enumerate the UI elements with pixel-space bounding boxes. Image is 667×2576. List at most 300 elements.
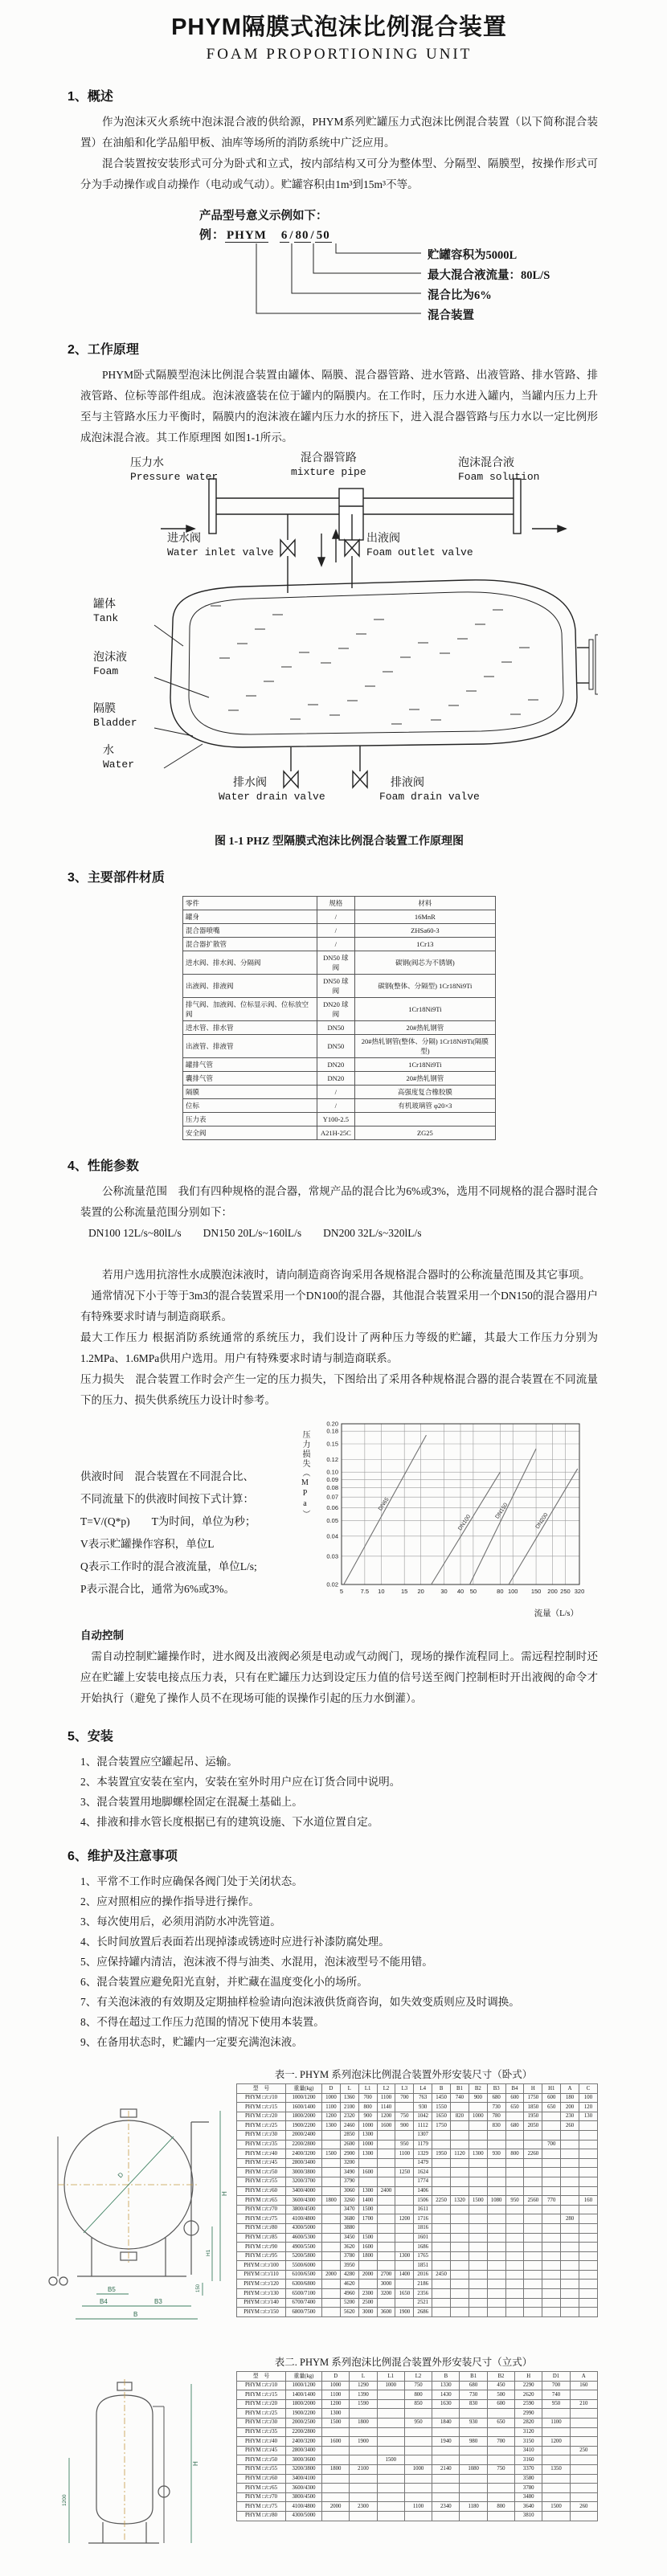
table-cell	[451, 2103, 469, 2112]
table-cell	[579, 2289, 598, 2299]
dim-label-H: H	[221, 2191, 228, 2196]
table-header-cell: D1	[542, 2372, 570, 2382]
list-item: V表示贮罐操作容积，单位L	[80, 1538, 215, 1550]
table-cell: 3600/4300	[286, 2484, 322, 2493]
table-cell: 2900	[340, 2149, 358, 2159]
table-row	[237, 2103, 598, 2112]
table-cell: 2620	[515, 2390, 542, 2400]
table-row	[237, 2446, 598, 2455]
table-cell: 3150	[515, 2437, 542, 2447]
table-cell: 1300	[322, 2121, 341, 2131]
table-cell	[542, 2484, 570, 2493]
table-cell: 2800/3400	[286, 2446, 322, 2455]
table-cell: 1800	[322, 2464, 350, 2474]
table-header-cell: C	[579, 2084, 598, 2094]
table-cell: 3620	[340, 2243, 358, 2252]
label-water-drain-valve	[219, 776, 325, 803]
table-cell	[395, 2158, 414, 2168]
table-cell: 1600/1400	[286, 2103, 322, 2112]
table-cell	[322, 2233, 341, 2243]
table-cell: 罐排气管	[183, 1058, 317, 1072]
table-cell: 2200/2800	[286, 2140, 322, 2149]
table-cell	[451, 2243, 469, 2252]
table-cell: 5200/5800	[286, 2251, 322, 2261]
table-cell: 730	[487, 2103, 505, 2112]
table-cell	[487, 2233, 505, 2243]
model-example-label: 例：	[199, 229, 226, 242]
table-cell	[542, 2427, 570, 2437]
table-row	[183, 975, 496, 998]
table-cell: 6800/7500	[286, 2308, 322, 2317]
table-cell: 3800/4500	[286, 2492, 322, 2502]
table-cell	[395, 2223, 414, 2233]
table-cell: 2000	[358, 2270, 377, 2280]
table-cell: 1624	[414, 2168, 432, 2177]
table-cell: PHYM □/□/45	[237, 2158, 286, 2168]
table-header-cell: 型 号	[237, 2372, 286, 2382]
table-cell	[487, 2243, 505, 2252]
table-cell	[579, 2121, 598, 2131]
table-cell	[487, 2446, 514, 2455]
table-cell	[570, 2492, 597, 2502]
y-tick-label: 0.04	[326, 1532, 338, 1540]
table-cell	[542, 2168, 561, 2177]
table-row	[237, 2186, 598, 2196]
table-cell	[432, 2289, 451, 2299]
table-cell	[460, 2446, 487, 2455]
table-row	[183, 1072, 496, 1086]
table-row	[237, 2270, 598, 2280]
table-cell: 3060	[340, 2186, 358, 2196]
y-tick-label: 0.06	[326, 1504, 338, 1512]
table-cell: 1479	[414, 2158, 432, 2168]
table-cell: 830	[460, 2399, 487, 2409]
table-cell	[322, 2130, 341, 2140]
table-header-cell: L1	[377, 2372, 404, 2382]
table-row	[237, 2409, 598, 2419]
table-header-cell: L2	[404, 2372, 432, 2382]
table-cell	[542, 2205, 561, 2214]
table-cell: 250	[570, 2446, 597, 2455]
table-header-cell: D	[322, 2084, 341, 2094]
vertical-tank-dimension-drawing	[34, 2371, 235, 2572]
series-label-DN150: DN150	[494, 1502, 509, 1520]
table-cell	[432, 2455, 460, 2465]
table-cell	[579, 2251, 598, 2261]
page-subtitle: FOAM PROPORTIONING UNIT	[206, 46, 473, 63]
table-cell: 1500	[322, 2418, 350, 2427]
table-cell: 820	[451, 2112, 469, 2121]
table-cell: 2460	[340, 2121, 358, 2131]
table-cell	[432, 2474, 460, 2484]
table-row	[237, 2158, 598, 2168]
table-cell: 2100	[340, 2103, 358, 2112]
table-cell	[561, 2186, 579, 2196]
table2-caption: 表二. PHYM 系列泡沫比例混合装置外形安装尺寸（立式）	[274, 2357, 533, 2368]
table-cell	[505, 2205, 524, 2214]
table-cell	[505, 2289, 524, 2299]
table-header-cell: B4	[505, 2084, 524, 2094]
table-cell	[561, 2261, 579, 2271]
table-cell: 1650	[432, 2112, 451, 2121]
table-cell: ZG25	[354, 1126, 495, 1140]
table-cell: 高强度复合橡胶膜	[354, 1086, 495, 1099]
table-cell	[350, 2492, 377, 2502]
table-cell	[469, 2280, 487, 2289]
table-cell	[487, 2474, 514, 2484]
pressure-loss-chart-row	[80, 1417, 598, 1619]
table-cell	[542, 2121, 561, 2131]
table-cell: 740	[451, 2093, 469, 2103]
table-cell: 1Cr13	[354, 938, 495, 951]
table-cell	[570, 2474, 597, 2484]
table-cell: 2820	[515, 2418, 542, 2427]
table-cell: 5200	[340, 2298, 358, 2308]
table-header-cell: H1	[542, 2084, 561, 2094]
table-cell: 2186	[414, 2280, 432, 2289]
table-cell: 2000/2500	[286, 2418, 322, 2427]
dim-label-B: B	[133, 2311, 138, 2318]
x-tick-label: 100	[507, 1588, 518, 1595]
model-part-ratio: 6	[280, 229, 288, 242]
table-cell	[322, 2455, 350, 2465]
table-cell: 出液阀、排液阀	[183, 975, 317, 998]
table-cell	[395, 2177, 414, 2186]
label-water-inlet-valve	[167, 532, 274, 559]
table-cell: 930	[460, 2418, 487, 2427]
table-header-cell: B	[432, 2084, 451, 2094]
table-cell: 混合器喷嘴	[183, 924, 317, 938]
table-cell: 4300/5000	[286, 2511, 322, 2521]
table-cell	[322, 2177, 341, 2186]
table-cell	[432, 2484, 460, 2493]
table-cell	[469, 2308, 487, 2317]
table-cell	[542, 2158, 561, 2168]
x-tick-label: 250	[560, 1588, 571, 1595]
table-cell: DN50	[317, 1021, 355, 1035]
table-cell	[354, 1113, 495, 1126]
list-item: 4、长时间放置后表面若出现掉漆或锈迹时应进行补漆防腐处理。	[80, 1936, 390, 1948]
table-cell	[404, 2427, 432, 2437]
table-cell	[377, 2390, 404, 2400]
list-item: 4、排液和排水管长度根据已有的建筑设施、下水道位置自定。	[80, 1816, 379, 1828]
table-cell	[451, 2298, 469, 2308]
table-cell	[432, 2243, 451, 2252]
table-cell: 280	[561, 2214, 579, 2224]
horizontal-tank-drawing	[34, 2083, 236, 2343]
table-cell: PHYM □/□/15	[237, 2103, 286, 2112]
table-cell: 1950	[524, 2112, 542, 2121]
table-cell: 3160	[515, 2455, 542, 2465]
foam-solution-en: Foam solution	[458, 471, 540, 483]
model-part-phym: PHYM	[227, 229, 267, 242]
table1-container	[236, 2083, 598, 2317]
section-2-heading: 2、工作原理	[68, 343, 139, 357]
table-cell	[524, 2233, 542, 2243]
section-maintenance	[68, 1848, 598, 2052]
table-cell: 1100	[322, 2390, 350, 2400]
table-cell	[377, 2492, 404, 2502]
table-cell: 3790	[340, 2177, 358, 2186]
table-cell: 1200	[377, 2112, 395, 2121]
table-row	[237, 2298, 598, 2308]
table-cell: 4620	[340, 2280, 358, 2289]
principle-paragraph: PHYM卧式隔膜型泡沫比例混合装置由罐体、隔膜、混合器管路、进水管路、出液管路、排水管路、排液管路、位标等部件组成。泡沫液盛装在位于罐内的隔膜内。在工作时，压力水进入罐内，当罐内压力上升至与主管路水压力平衡时，隔膜内的泡沫液在罐内压力水的挤压下，进入混合器管路与压力水以一定比例形成泡沫混合液。其工作原理图 如图1-1所示。	[80, 369, 598, 444]
table-cell: PHYM □/□/75	[237, 2502, 286, 2512]
dim-label-1200: 1200	[62, 2494, 68, 2506]
label-foam-outlet-valve	[366, 532, 473, 559]
table-cell: PHYM □/□/25	[237, 2121, 286, 2131]
table-cell	[469, 2251, 487, 2261]
table-cell: 1112	[414, 2121, 432, 2131]
table-cell: 160	[579, 2196, 598, 2206]
table-cell	[395, 2243, 414, 2252]
table-cell	[542, 2223, 561, 2233]
table-cell	[487, 2130, 505, 2140]
table-cell: 1940	[432, 2437, 460, 2447]
table-cell: 1320	[451, 2196, 469, 2206]
table-cell	[542, 2492, 570, 2502]
figure-1-1-caption: 图 1-1 PHZ 型隔膜式泡沫比例混合装置工作原理图	[215, 836, 464, 848]
table-header-cell: 重量(kg)	[286, 2372, 322, 2382]
table-cell	[570, 2390, 597, 2400]
table-cell: 1400	[358, 2196, 377, 2206]
table-cell: 2000	[322, 2502, 350, 2512]
table-cell: 压力表	[183, 1113, 317, 1126]
table-cell	[542, 2280, 561, 2289]
table-cell	[579, 2130, 598, 2140]
table-cell: 2290	[515, 2381, 542, 2390]
table-cell: 1Cr18Ni9Ti	[354, 998, 495, 1021]
table-cell	[377, 2261, 395, 2271]
table-cell	[377, 2399, 404, 2409]
table-cell: PHYM □/□/35	[237, 2427, 286, 2437]
table-cell	[469, 2261, 487, 2271]
table-cell	[469, 2140, 487, 2149]
table-cell	[451, 2289, 469, 2299]
label-water	[103, 744, 134, 771]
table-cell: 130	[579, 2112, 598, 2121]
list-item: Q表示工作时的混合液流量，单位L/s;	[80, 1560, 257, 1572]
table-cell	[542, 2243, 561, 2252]
dim-label-150: 150	[196, 2284, 201, 2292]
table-cell: 1601	[414, 2233, 432, 2243]
table-cell	[542, 2186, 561, 2196]
table-cell	[358, 2223, 377, 2233]
water-drain-en: Water drain valve	[219, 791, 325, 803]
table-cell	[377, 2130, 395, 2140]
table-cell	[579, 2140, 598, 2149]
table-cell	[579, 2308, 598, 2317]
table-row	[237, 2502, 598, 2512]
table-cell	[542, 2289, 561, 2299]
table-cell: 2590	[515, 2399, 542, 2409]
table-cell: 1506	[414, 2196, 432, 2206]
table-cell	[395, 2233, 414, 2243]
table-cell	[469, 2130, 487, 2140]
table-cell: 680	[487, 2093, 505, 2103]
table-cell	[542, 2233, 561, 2243]
table-cell: 4900/5500	[286, 2243, 322, 2252]
table-cell: 200	[561, 2103, 579, 2112]
table-cell: 2300	[358, 2289, 377, 2299]
label-pressure-water	[130, 456, 218, 484]
table-cell: A21H-25C	[317, 1126, 355, 1140]
table-cell	[350, 2484, 377, 2493]
table-cell: 680	[505, 2121, 524, 2131]
table-cell	[350, 2409, 377, 2419]
table-cell	[395, 2196, 414, 2206]
x-tick-label: 150	[530, 1588, 542, 1595]
table2-block	[62, 2354, 598, 2576]
table-cell: 650	[505, 2103, 524, 2112]
table-header-cell: D	[322, 2372, 350, 2382]
table-cell: 2260	[524, 2149, 542, 2159]
table-cell	[561, 2140, 579, 2149]
table-cell: 1500	[542, 2502, 570, 2512]
table-cell	[395, 2186, 414, 2196]
table-cell: 1851	[414, 2261, 432, 2271]
table-cell	[487, 2270, 505, 2280]
table-cell: 600	[487, 2399, 514, 2409]
pressure-water-cn: 压力水	[130, 457, 164, 469]
y-tick-label: 0.12	[326, 1455, 338, 1463]
table-row	[183, 998, 496, 1021]
table-cell: 180	[561, 2093, 579, 2103]
mixture-pipe-cn: 混合器管路	[300, 452, 357, 464]
table-cell: 770	[542, 2196, 561, 2206]
auto-control-paragraph: 需自动控制贮罐操作时，进水阀及出液阀必须是电动或气动阀门，现场的操作流程同上。需远程控制时还应在贮罐上安装电接点压力表，只有在贮罐压力达到设定压力值的信号送至阀门控制柜时开出液阀的命令才开始执行（避免了操作人员不在现场可能的误操作引起的压力水倒灌）。	[80, 1650, 598, 1704]
table-cell	[561, 2223, 579, 2233]
tank-cn: 罐体	[93, 599, 116, 611]
table-cell: 3680	[340, 2214, 358, 2224]
perf-paragraph-mixer-selection: 通常情况下小于等于3m3的混合装置采用一个DN100的混合器，其他混合装置采用一个DN150的混合器用户有特殊要求时请与制造商联系。	[80, 1290, 598, 1323]
table-header-cell: 型 号	[237, 2084, 286, 2094]
table-cell	[432, 2214, 451, 2224]
table-cell: 1765	[414, 2251, 432, 2261]
bladder-cn: 隔膜	[93, 703, 116, 715]
table-cell	[561, 2243, 579, 2252]
table-cell	[469, 2289, 487, 2299]
table-cell: 600	[542, 2093, 561, 2103]
table-header-cell: L2	[377, 2084, 395, 2094]
table-cell	[469, 2233, 487, 2243]
page-title: PHYM隔膜式泡沫比例混合装置	[171, 14, 507, 40]
table-row	[237, 2243, 598, 2252]
table-cell	[322, 2140, 341, 2149]
table-cell: ZHSa60-3	[354, 924, 495, 938]
table-cell: 1500	[469, 2196, 487, 2206]
table-cell	[505, 2168, 524, 2177]
table-row	[237, 2205, 598, 2214]
table-header-cell: H	[515, 2372, 542, 2382]
section-overview	[68, 88, 598, 329]
table-cell: 100	[579, 2093, 598, 2103]
table-cell: 20#热轧钢管	[354, 1072, 495, 1086]
table-cell	[460, 2492, 487, 2502]
table-row	[237, 2177, 598, 2186]
table-cell	[377, 2474, 404, 2484]
table-cell: 6700/7400	[286, 2298, 322, 2308]
table-cell	[432, 2233, 451, 2243]
table-cell	[322, 2427, 350, 2437]
table-cell	[542, 2261, 561, 2271]
data-table	[236, 2083, 598, 2317]
table-cell	[395, 2103, 414, 2112]
table-cell	[350, 2474, 377, 2484]
table-cell	[404, 2437, 432, 2447]
series-line-DN65	[344, 1435, 427, 1584]
table-cell: 1800/2000	[286, 2112, 322, 2121]
table2-container	[236, 2371, 598, 2521]
table-cell: 1000/1200	[286, 2093, 322, 2103]
table-cell	[451, 2186, 469, 2196]
series-line-DN200	[509, 1469, 578, 1584]
table-header-cell: B1	[451, 2084, 469, 2094]
table-cell: 930	[414, 2103, 432, 2112]
table-header-cell: L	[350, 2372, 377, 2382]
table-cell	[432, 2130, 451, 2140]
table-cell: 1700	[358, 2214, 377, 2224]
table-cell	[505, 2261, 524, 2271]
table-cell: 3200/3800	[286, 2464, 322, 2474]
data-table	[182, 896, 496, 1140]
table-cell: 1350	[542, 2464, 570, 2474]
x-tick-label: 20	[417, 1588, 424, 1595]
horizontal-tank-dimension-drawing	[34, 2083, 235, 2339]
table-cell	[322, 2511, 350, 2521]
table-cell	[542, 2251, 561, 2261]
table-cell: 1500	[358, 2205, 377, 2214]
dim-label-H-vertical: H	[192, 2461, 199, 2466]
table-cell: 1390	[350, 2390, 377, 2400]
table-cell: 1180	[460, 2502, 487, 2512]
table-cell	[451, 2177, 469, 2186]
vertical-tank-drawing	[34, 2371, 236, 2576]
table-cell: 2200/2800	[286, 2427, 322, 2437]
table-cell	[469, 2168, 487, 2177]
table-cell	[404, 2409, 432, 2419]
table-cell: 1686	[414, 2243, 432, 2252]
dim-label-B4: B4	[100, 2298, 108, 2305]
table-header-cell: 零件	[183, 897, 317, 910]
table-cell	[451, 2214, 469, 2224]
table-cell	[542, 2308, 561, 2317]
table-cell: 3780	[340, 2251, 358, 2261]
table-cell: 2016	[414, 2270, 432, 2280]
table-cell	[542, 2177, 561, 2186]
table-cell	[487, 2214, 505, 2224]
table-cell: PHYM □/□/20	[237, 2112, 286, 2121]
table-cell: PHYM □/□/40	[237, 2149, 286, 2159]
table-cell: 1600	[377, 2121, 395, 2131]
table-cell	[579, 2233, 598, 2243]
table-cell: DN20	[317, 1072, 355, 1086]
table-cell: PHYM □/□/65	[237, 2196, 286, 2206]
table-cell: 500	[487, 2390, 514, 2400]
table-cell: 2521	[414, 2298, 432, 2308]
table-cell: /	[317, 1099, 355, 1113]
perf-paragraph-afff: 若用户选用抗溶性水成膜泡沫液时，请向制造商咨询采用各规格混合器时的公称流量范围及其它事项。	[102, 1269, 591, 1281]
table-cell: 3640	[515, 2502, 542, 2512]
table-cell	[451, 2251, 469, 2261]
foam-drain-cn: 排液阀	[391, 777, 424, 789]
table-cell: 1611	[414, 2205, 432, 2214]
table-cell: 2990	[515, 2409, 542, 2419]
table-cell: 3810	[515, 2511, 542, 2521]
table-cell: 1300	[322, 2409, 350, 2419]
table-cell	[524, 2270, 542, 2280]
